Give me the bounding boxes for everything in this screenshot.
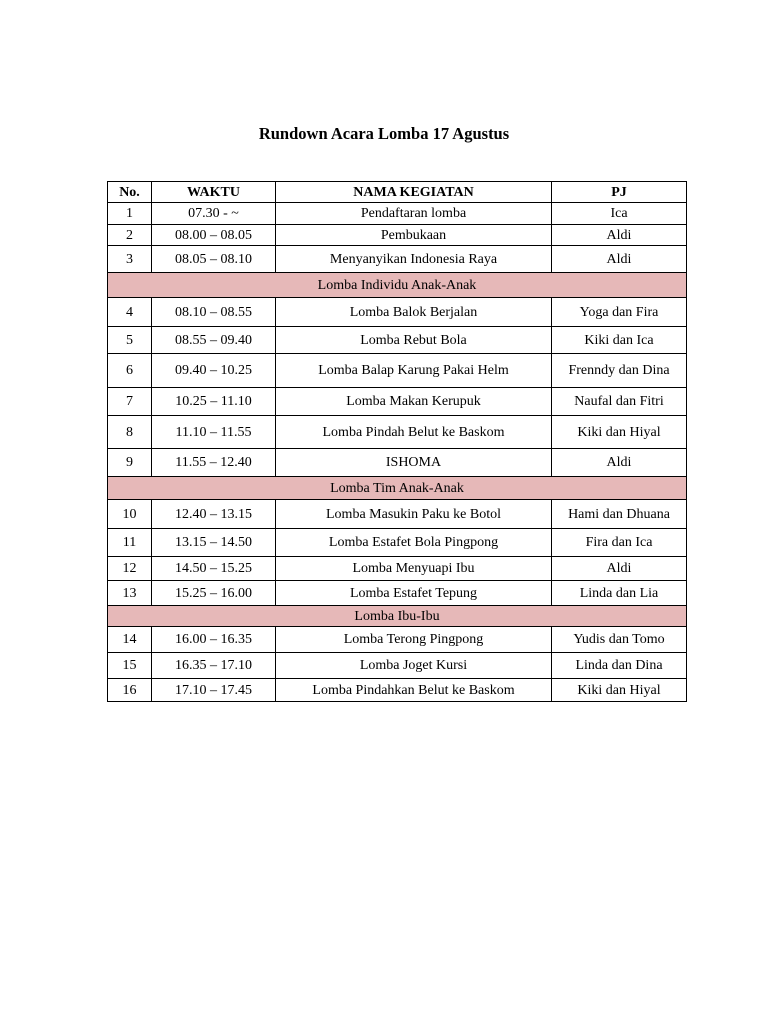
document-title: Rundown Acara Lomba 17 Agustus [258,124,510,143]
table-row [108,557,687,581]
cell-nama-kegiatan: Pendaftaran lomba [276,203,552,225]
cell-nama-kegiatan: Lomba Pindah Belut ke Baskom [276,416,552,449]
header-nama-kegiatan: NAMA KEGIATAN [276,182,552,203]
cell-waktu: 11.55 – 12.40 [152,449,276,477]
cell-nama-kegiatan: Menyanyikan Indonesia Raya [276,246,552,273]
cell-pj: Naufal dan Fitri [552,388,687,416]
cell-pj: Linda dan Lia [552,581,687,606]
cell-no: 15 [108,653,152,679]
table-row [108,500,687,529]
cell-waktu: 07.30 - ~ [152,203,276,225]
table-row [108,327,687,354]
cell-waktu: 08.55 – 09.40 [152,327,276,354]
section-row [108,477,687,500]
cell-no: 11 [108,529,152,557]
table-row [108,529,687,557]
cell-pj: Kiki dan Hiyal [552,416,687,449]
cell-nama-kegiatan: Lomba Menyuapi Ibu [276,557,552,581]
cell-no: 4 [108,298,152,327]
cell-no: 10 [108,500,152,529]
cell-waktu: 09.40 – 10.25 [152,354,276,388]
cell-no: 8 [108,416,152,449]
section-label: Lomba Ibu-Ibu [108,606,687,627]
cell-no: 13 [108,581,152,606]
table-row [108,298,687,327]
cell-no: 1 [108,203,152,225]
header-waktu: WAKTU [152,182,276,203]
table-row [108,581,687,606]
table-row [108,627,687,653]
section-label: Lomba Tim Anak-Anak [108,477,687,500]
cell-nama-kegiatan: Lomba Balok Berjalan [276,298,552,327]
table-row [108,679,687,702]
table-row [108,354,687,388]
cell-pj: Aldi [552,246,687,273]
cell-waktu: 08.10 – 08.55 [152,298,276,327]
cell-nama-kegiatan: Lomba Masukin Paku ke Botol [276,500,552,529]
section-label: Lomba Individu Anak-Anak [108,273,687,298]
cell-nama-kegiatan: Lomba Terong Pingpong [276,627,552,653]
cell-nama-kegiatan: Lomba Joget Kursi [276,653,552,679]
cell-no: 3 [108,246,152,273]
header-pj: PJ [552,182,687,203]
table-row [108,449,687,477]
cell-waktu: 16.35 – 17.10 [152,653,276,679]
cell-no: 9 [108,449,152,477]
cell-waktu: 08.00 – 08.05 [152,225,276,246]
cell-nama-kegiatan: Lomba Balap Karung Pakai Helm [276,354,552,388]
cell-nama-kegiatan: Lomba Pindahkan Belut ke Baskom [276,679,552,702]
cell-waktu: 12.40 – 13.15 [152,500,276,529]
cell-waktu: 08.05 – 08.10 [152,246,276,273]
section-row [108,273,687,298]
cell-pj: Kiki dan Ica [552,327,687,354]
table-header-row [108,182,687,203]
cell-pj: Kiki dan Hiyal [552,679,687,702]
header-no: No. [108,182,152,203]
cell-no: 7 [108,388,152,416]
cell-pj: Aldi [552,557,687,581]
cell-pj: Frenndy dan Dina [552,354,687,388]
cell-nama-kegiatan: Lomba Makan Kerupuk [276,388,552,416]
table-row [108,203,687,225]
cell-waktu: 11.10 – 11.55 [152,416,276,449]
cell-pj: Linda dan Dina [552,653,687,679]
cell-waktu: 10.25 – 11.10 [152,388,276,416]
table-row [108,225,687,246]
cell-no: 6 [108,354,152,388]
cell-waktu: 16.00 – 16.35 [152,627,276,653]
cell-nama-kegiatan: Lomba Estafet Bola Pingpong [276,529,552,557]
table-row [108,416,687,449]
cell-nama-kegiatan: Lomba Rebut Bola [276,327,552,354]
cell-no: 14 [108,627,152,653]
rundown-table [107,181,687,702]
cell-pj: Ica [552,203,687,225]
cell-pj: Aldi [552,225,687,246]
cell-waktu: 15.25 – 16.00 [152,581,276,606]
cell-nama-kegiatan: Pembukaan [276,225,552,246]
table-row [108,653,687,679]
cell-waktu: 13.15 – 14.50 [152,529,276,557]
cell-pj: Fira dan Ica [552,529,687,557]
cell-waktu: 14.50 – 15.25 [152,557,276,581]
table-row [108,246,687,273]
table-body [108,203,687,702]
section-row [108,606,687,627]
cell-nama-kegiatan: ISHOMA [276,449,552,477]
table-row [108,388,687,416]
cell-pj: Aldi [552,449,687,477]
cell-pj: Hami dan Dhuana [552,500,687,529]
cell-no: 2 [108,225,152,246]
cell-no: 5 [108,327,152,354]
cell-pj: Yudis dan Tomo [552,627,687,653]
cell-no: 16 [108,679,152,702]
cell-no: 12 [108,557,152,581]
cell-nama-kegiatan: Lomba Estafet Tepung [276,581,552,606]
cell-waktu: 17.10 – 17.45 [152,679,276,702]
cell-pj: Yoga dan Fira [552,298,687,327]
